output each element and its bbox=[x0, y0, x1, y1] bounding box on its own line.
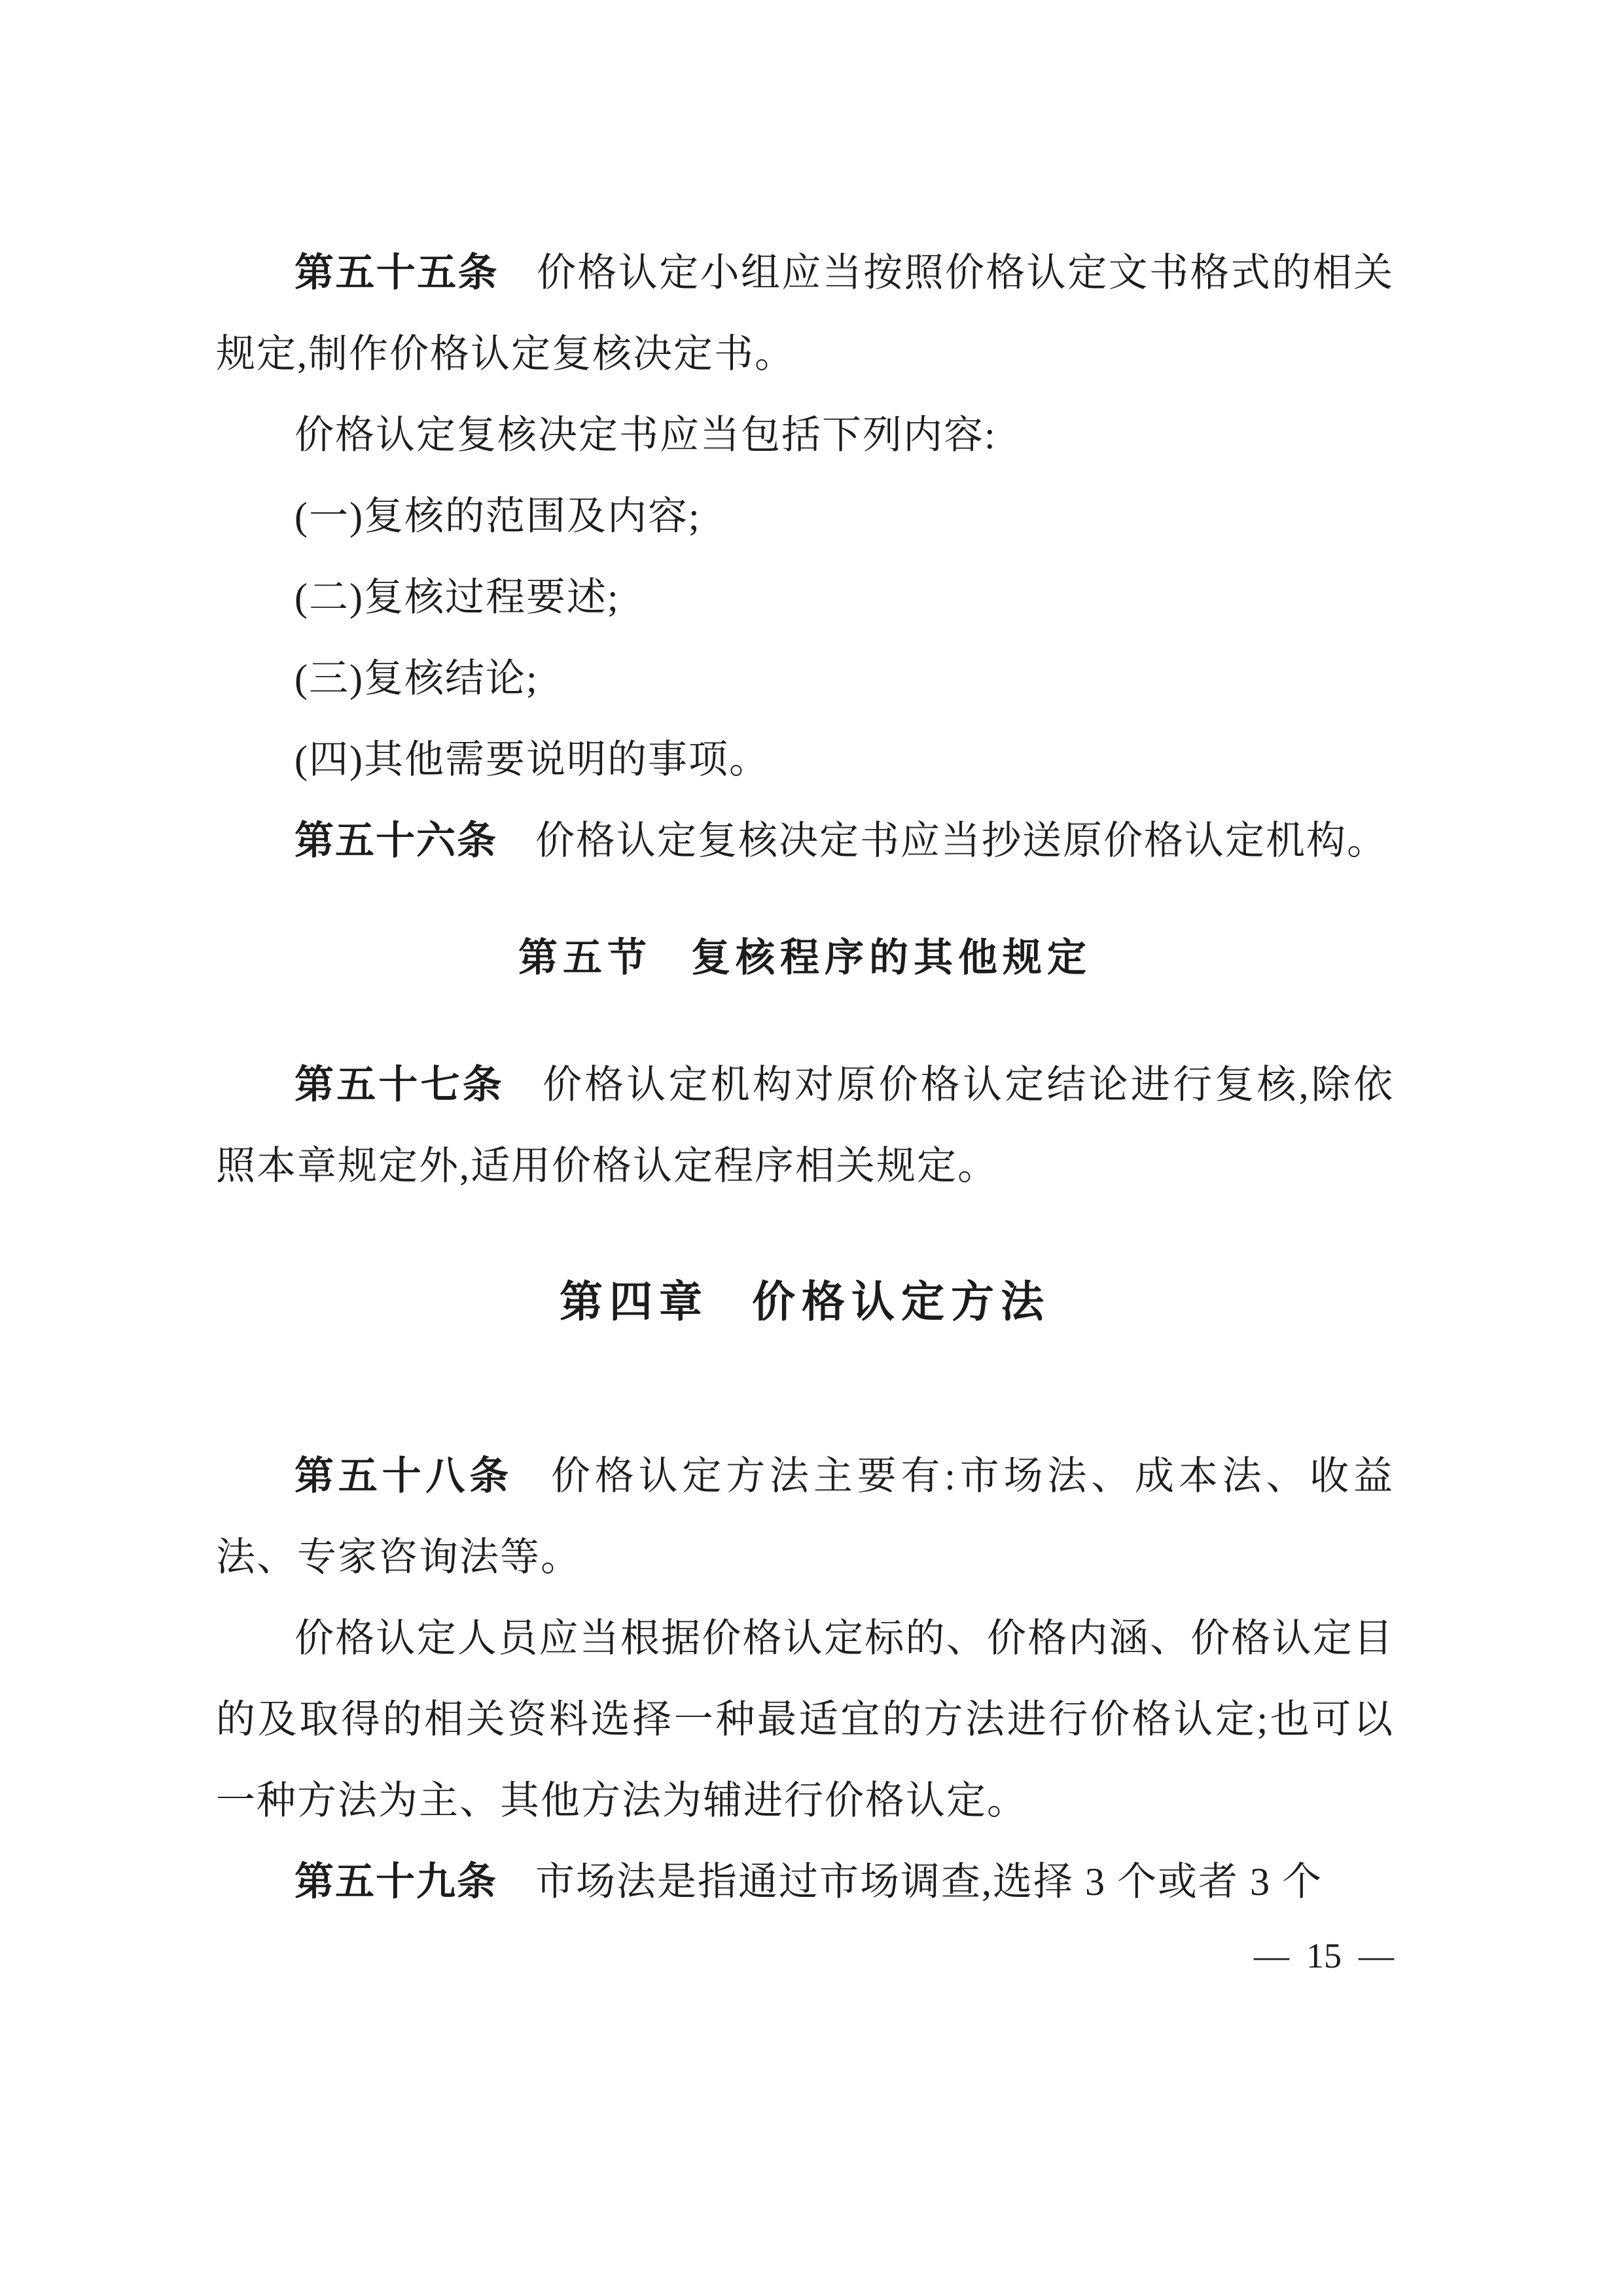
article-59-text: 市场法是指通过市场调查,选择 3 个或者 3 个 bbox=[535, 1860, 1323, 1903]
section-5-title: 复核程序的其他规定 bbox=[691, 936, 1092, 980]
section-5-label: 第五节 bbox=[518, 936, 652, 980]
paragraph-article-58-continued bbox=[216, 1598, 1394, 1841]
article-58-text: 价格认定方法主要有:市场法、成本法、收益法、专家咨询法等。 bbox=[216, 1455, 1395, 1579]
chapter-4-label: 第四章 bbox=[560, 1277, 709, 1326]
paragraph-article-58 bbox=[216, 1436, 1394, 1598]
paragraph-article-57 bbox=[216, 1044, 1394, 1207]
paragraph-article-56 bbox=[216, 800, 1394, 881]
footer-dash-right: — bbox=[1359, 1936, 1394, 1975]
article-58-continued-text: 价格认定人员应当根据价格认定标的、价格内涵、价格认定目的及取得的相关资料选择一种最适宜的方法进行价格认定;也可以一种方法为主、其他方法为辅进行价格认定。 bbox=[216, 1617, 1394, 1822]
list-item-2-text: (二)复核过程要述; bbox=[294, 576, 620, 619]
article-55-text: 价格认定小组应当按照价格认定文书格式的相关规定,制作价格认定复核决定书。 bbox=[216, 251, 1394, 376]
list-item-1-text: (一)复核的范围及内容; bbox=[294, 495, 701, 538]
list-item-4 bbox=[216, 719, 1394, 800]
list-item-3 bbox=[216, 638, 1394, 719]
article-55-number: 第五十五条 bbox=[294, 251, 499, 294]
paragraph-article-59 bbox=[216, 1841, 1394, 1922]
list-item-1 bbox=[216, 476, 1394, 557]
paragraph-decision-contents-intro bbox=[216, 395, 1394, 476]
document-body bbox=[216, 232, 1394, 1922]
article-57-number: 第五十七条 bbox=[294, 1063, 505, 1106]
page-footer bbox=[216, 1933, 1394, 1979]
list-item-2 bbox=[216, 557, 1394, 638]
article-56-number: 第五十六条 bbox=[294, 819, 497, 862]
paragraph-article-55 bbox=[216, 232, 1394, 395]
chapter-4-title: 价格认定方法 bbox=[752, 1277, 1050, 1326]
article-59-number: 第五十九条 bbox=[294, 1860, 497, 1903]
footer-dash-left: — bbox=[1254, 1936, 1289, 1975]
article-58-number: 第五十八条 bbox=[294, 1454, 514, 1498]
section-5-heading bbox=[216, 917, 1394, 998]
article-56-text: 价格认定复核决定书应当抄送原价格认定机构。 bbox=[535, 819, 1387, 862]
list-item-4-text: (四)其他需要说明的事项。 bbox=[294, 738, 770, 781]
page-number: 15 bbox=[1306, 1936, 1342, 1975]
decision-contents-intro-text: 价格认定复核决定书应当包括下列内容: bbox=[294, 414, 997, 457]
article-57-text: 价格认定机构对原价格认定结论进行复核,除依照本章规定外,适用价格认定程序相关规定。 bbox=[216, 1063, 1394, 1188]
list-item-3-text: (三)复核结论; bbox=[294, 657, 539, 700]
chapter-4-heading bbox=[216, 1265, 1394, 1337]
